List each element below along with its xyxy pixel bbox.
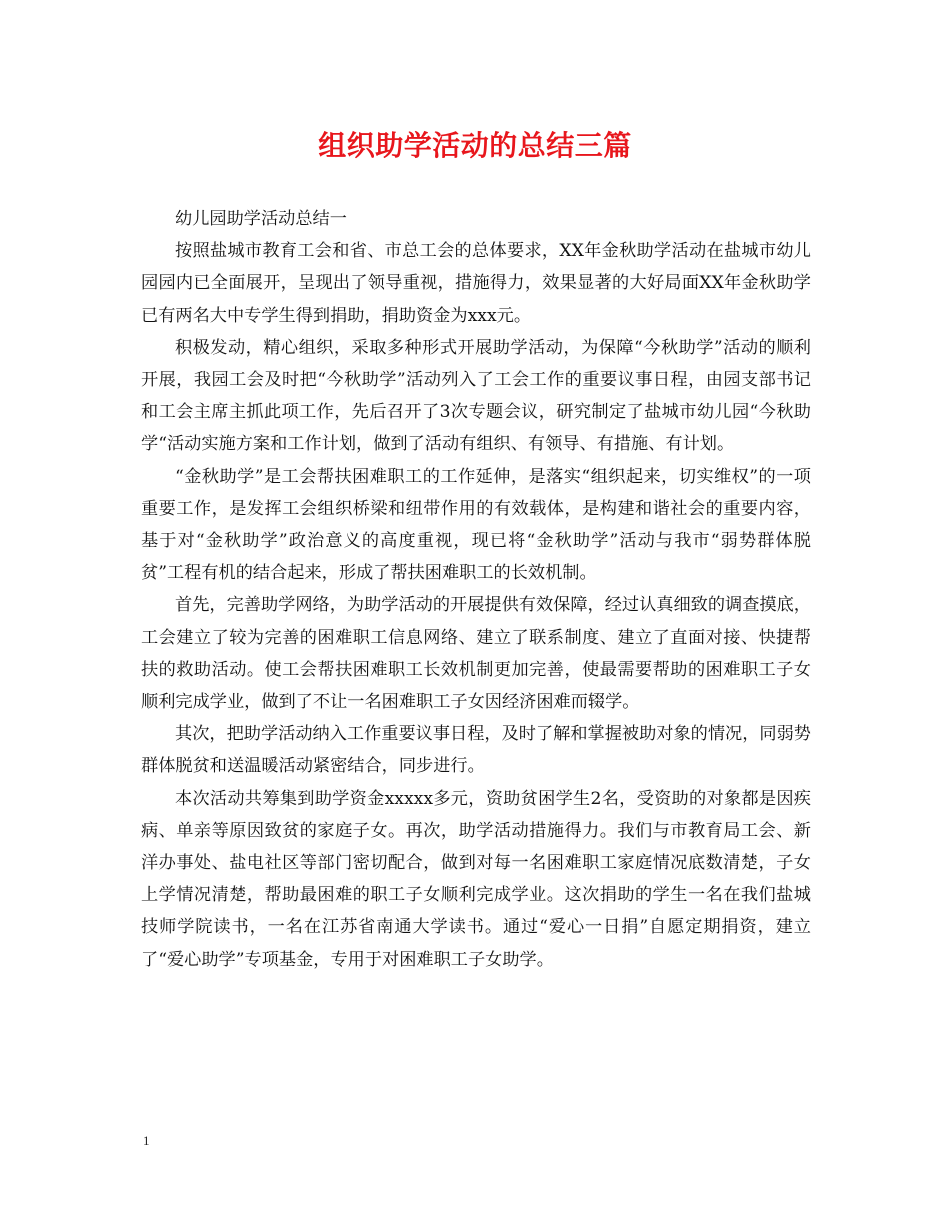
page-number: 1 — [143, 1133, 150, 1148]
paragraph: “金秋助学”是工会帮扶困难职工的工作延伸，是落实“组织起来，切实维权”的一项重要工作，是发挥工会组织桥梁和纽带作用的有效载体，是构建和谐社会的重要内容，基于对“金秋助学”政治意义的高度重视，现已将“金秋助学”活动与我市“弱势群体脱贫”工程有机的结合起来，形成了帮扶困难职工的长效机制。 — [141, 466, 811, 584]
paragraph: 首先，完善助学网络，为助学活动的开展提供有效保障，经过认真细致的调查摸底，工会建立了较为完善的困难职工信息网络、建立了联系制度、建立了直面对接、快捷帮扶的救助活动。使工会帮扶困难职工长效机制更加完善，使最需要帮助的困难职工子女顺利完成学业，做到了不让一名困难职工子女因经济困难而辍学。 — [141, 595, 811, 713]
paragraph: 其次，把助学活动纳入工作重要议事日程，及时了解和掌握被助对象的情况，同弱势群体脱贫和送温暖活动紧密结合，同步进行。 — [141, 724, 811, 777]
document-body — [141, 203, 811, 976]
paragraph: 按照盐城市教育工会和省、市总工会的总体要求，XX年金秋助学活动在盐城市幼儿园园内已全面展开，呈现出了领导重视，措施得力，效果显著的大好局面XX年金秋助学已有两名大中专学生得到捐助，捐助资金为xxx元。 — [141, 241, 811, 326]
paragraph: 本次活动共筹集到助学资金xxxxx多元，资助贫困学生2名，受资助的对象都是因疾病、单亲等原因致贫的家庭子女。再次，助学活动措施得力。我们与市教育局工会、新洋办事处、盐电社区等部门密切配合，做到对每一名困难职工家庭情况底数清楚，子女上学情况清楚，帮助最困难的职工子女顺利完成学业。这次捐助的学生一名在我们盐城技师学院读书，一名在江苏省南通大学读书。通过“爱心一日捐”自愿定期捐资，建立了“爱心助学”专项基金，专用于对困难职工子女助学。 — [141, 788, 811, 970]
paragraph: 积极发动，精心组织，采取多种形式开展助学活动，为保障“今秋助学”活动的顺利开展，我园工会及时把“今秋助学”活动列入了工会工作的重要议事日程，由园支部书记和工会主席主抓此项工作，先后召开了3次专题会议，研究制定了盐城市幼儿园“今秋助学“活动实施方案和工作计划，做到了活动有组织、有领导、有措施、有计划。 — [141, 337, 811, 455]
section-heading: 幼儿园助学活动总结一 — [175, 209, 347, 229]
document-title: 组织助学活动的总结三篇 — [318, 129, 632, 162]
